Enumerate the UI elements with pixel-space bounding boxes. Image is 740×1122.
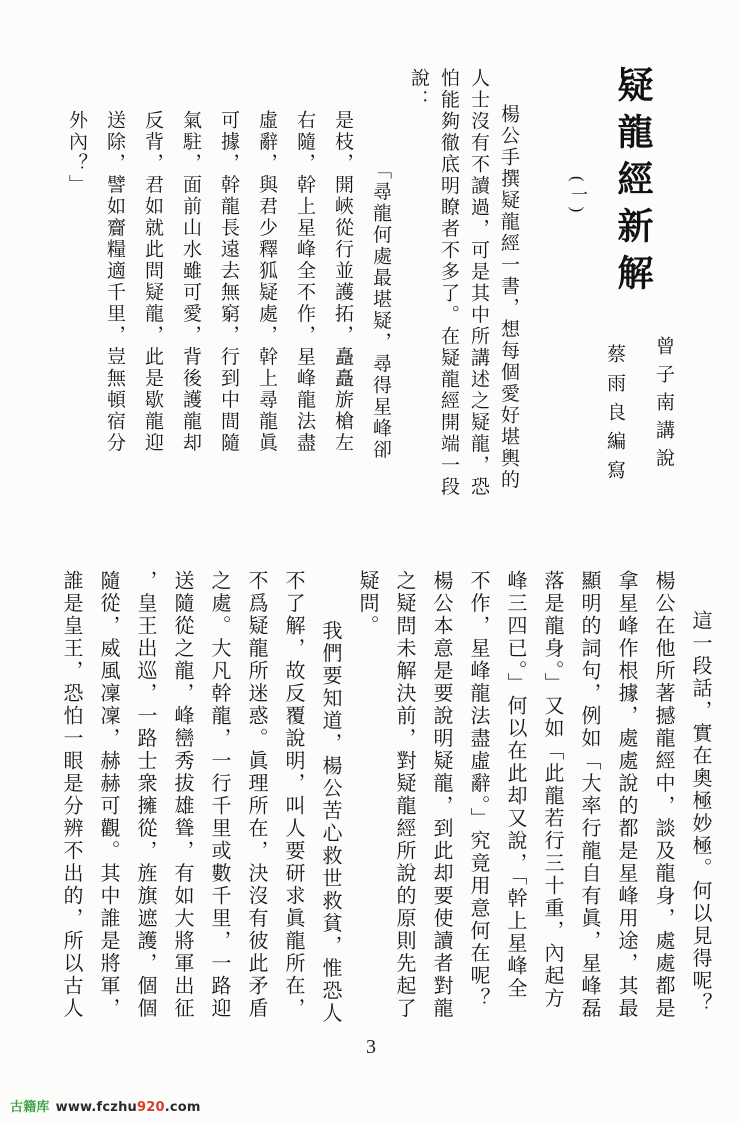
watermark-url bbox=[56, 1100, 201, 1115]
text-column: 氣駐，面前山水雖可愛，背後護龍却 bbox=[180, 110, 201, 454]
text-column: 誰是皇王，恐怕一眼是分辨不出的，所以古人 bbox=[60, 570, 82, 1020]
text-column: 我們要知道，楊公苦心救世救貧，惟恐人 bbox=[319, 620, 341, 1025]
text-column: 隨從，威風凜凜，赫赫可觀。其中誰是將軍， bbox=[97, 570, 119, 1020]
text-column: 送除，譬如齎糧適千里，豈無頓宿分 bbox=[104, 110, 125, 454]
text-column: 虛辭，與君少釋狐疑處，幹上尋龍眞 bbox=[256, 110, 277, 454]
text-column: 外內？」 bbox=[66, 110, 87, 196]
text-column: 不爲疑龍所迷惑。眞理所在，決沒有彼此矛盾 bbox=[245, 570, 267, 1020]
text-column: 楊公本意是要說明疑龍，到此却要使讀者對龍 bbox=[430, 570, 452, 1020]
quoted-verse bbox=[64, 68, 392, 530]
intro-and-quote-block bbox=[64, 68, 520, 530]
author-speaker: 曾子南講說 bbox=[653, 336, 674, 476]
text-column: 可據，幹龍長遠去無窮，行到中間隨 bbox=[218, 110, 239, 454]
watermark-site-label: 古籍库 bbox=[10, 1100, 50, 1115]
text-column: 楊公手撰疑龍經一書，想每個愛好堪輿的 bbox=[498, 104, 519, 491]
text-column: 之疑問未解決前，對疑龍經所說的原則先起了 bbox=[393, 570, 415, 1020]
text-column: 是枝，開峽從行並護拓，矗矗旂槍左 bbox=[332, 110, 353, 454]
text-column: 送隨從之龍，峰巒秀拔雄聳，有如大將軍出征 bbox=[171, 570, 193, 1020]
text-column: 不作，星峰龍法盡虛辭。」究竟用意何在呢？ bbox=[467, 570, 489, 1010]
text-column: 顯明的詞句，例如「大率行龍自有眞，星峰磊 bbox=[578, 570, 600, 1020]
text-column: 怕能夠徹底明瞭者不多了。在疑龍經開端一段 bbox=[438, 68, 459, 498]
text-column: 不了解，故反覆說明，叫人要研求眞龍所在， bbox=[282, 570, 304, 1020]
text-column: ，皇王出巡，一路士衆擁從，旌旗遮護，個個 bbox=[134, 570, 156, 1020]
commentary-block bbox=[58, 570, 712, 1048]
text-column: 疑問。 bbox=[356, 570, 378, 638]
intro-paragraph bbox=[406, 68, 520, 530]
text-column: 拿星峰作根據，處處說的都是星峰用途，其最 bbox=[615, 570, 637, 1020]
author-editor: 蔡雨良編寫 bbox=[604, 344, 625, 489]
text-column: 楊公在他所著撼龍經中，談及龍身，處處都是 bbox=[652, 570, 674, 1020]
book-title: 疑龍經新解 bbox=[613, 66, 653, 301]
text-column: 峰三四已。」何以在此却又說，「幹上星峰全 bbox=[504, 570, 526, 1000]
watermark-url-prefix: www.fczhu bbox=[55, 1100, 137, 1115]
page-number: 3 bbox=[366, 1036, 376, 1058]
part-number: (一) bbox=[568, 176, 587, 217]
watermark-url-suffix: .com bbox=[164, 1100, 201, 1115]
text-column: 落是龍身。」又如「此龍若行三十重，內起方 bbox=[541, 570, 563, 1010]
text-column: 之處。大凡幹龍，一行千里或數千里，一路迎 bbox=[208, 570, 230, 1020]
text-column: 說： bbox=[408, 68, 429, 111]
text-column: 右隨，幹上星峰全不作，星峰龍法盡 bbox=[294, 110, 315, 454]
text-column: 「尋龍何處最堪疑，尋得星峰卻 bbox=[370, 160, 391, 461]
watermark bbox=[10, 1096, 201, 1115]
text-column: 這一段話，實在奧極妙極。何以見得呢？ bbox=[689, 610, 711, 1015]
watermark-url-highlight: 920 bbox=[136, 1100, 165, 1115]
text-column: 反背，君如就此問疑龍，此是歇龍迎 bbox=[142, 110, 163, 454]
text-column: 人士沒有不讀過，可是其中所講述之疑龍，恐 bbox=[468, 68, 489, 498]
